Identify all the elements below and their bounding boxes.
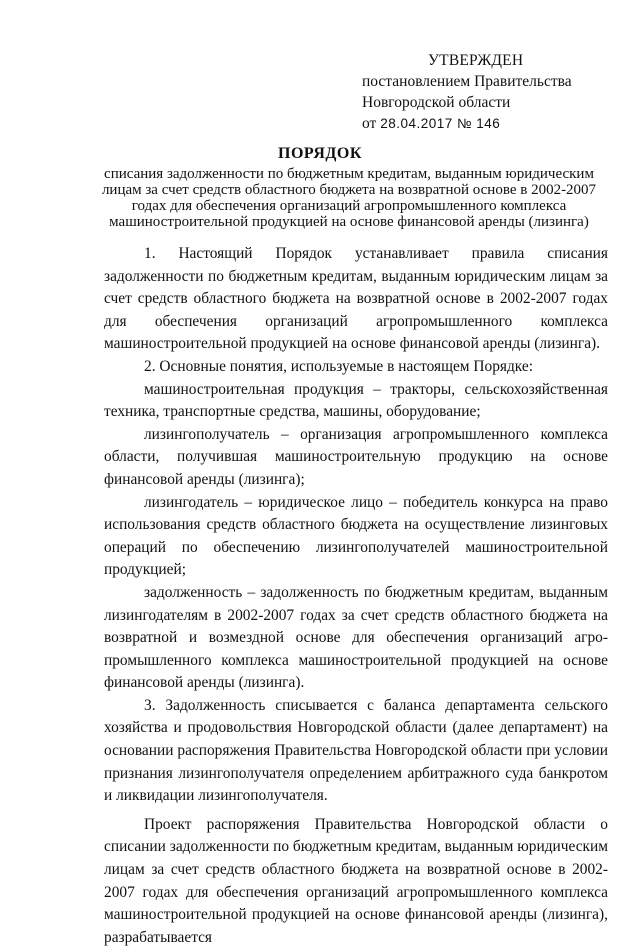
document-subtitle: списания задолженности по бюджетным кредитам, выданным юридическим лицам за счет средств областного бюджета на возвратной основе в 2002-2007 годах для обеспечения организаций агропромышленного комплекса машиностроительной продукцией на основе финансовой аренды (лизинга) [101, 166, 597, 230]
document-title: ПОРЯДОК [278, 145, 362, 162]
paragraph-definition-lessor: лизингодатель – юридическое лицо – победитель конкурса на право использования средств областного бюджета на осуществление лизинговых операций по обеспечению лизингополучателей машиностроительной продукцией; [104, 493, 608, 579]
paragraph-2: 2. Основные понятия, используемые в настоящем Порядке: [144, 357, 534, 375]
approval-line-2: Новгородской области [362, 94, 511, 111]
approval-block [362, 50, 622, 134]
approval-line-1: постановлением Правительства [362, 73, 572, 90]
paragraph-definition-lessee: лизингополучатель – организация агропромышленного комплекса области, получившая машиностроительную продукцию на основе финансовой аренды (лизинга); [104, 425, 608, 488]
approval-date-prefix: от [362, 115, 377, 132]
paragraph-definition-machinery: машиностроительная продукция – тракторы, сельскохозяйственная техника, транспортные средства, машины, оборудование; [104, 380, 608, 421]
document-body [104, 243, 608, 949]
paragraph-3: 3. Задолженность списывается с баланса департамента сельского хозяйства и продовольствия Новгородской области (далее департамент) на основании распоряжения Правительства Новгородской области при условии признания лизингополучателя определением арбитражного суда банкротом и ликвидации лизингополучателя. [104, 696, 608, 805]
approval-date-value: 28.04.2017 № 146 [380, 116, 501, 131]
approval-date-line [362, 113, 622, 134]
paragraph-draft-order: Проект распоряжения Правительства Новгородской области о списании задолженности по бюджетным кредитам, выданным юридическим лицам за счет средств областного бюджета на возвратной основе в 2002-2007 годах для обеспечения организаций агропромышленного комплекса машиностроительной продукцией на основе финансовой аренды (лизинга), разрабатывается [104, 815, 608, 946]
approval-title: УТВЕРЖДЕН [428, 52, 524, 69]
paragraph-1: 1. Настоящий Порядок устанавливает правила списания задолженности по бюджетным кредитам, выданным юридическим лицам за счет средств областного бюджета на возвратной основе в 2002-2007 годах для обеспечения организаций агропромышленного комплекса машиностроительной продукцией на основе финансовой аренды (лизинга). [104, 245, 608, 353]
paragraph-definition-debt: задолженность – задолженность по бюджетным кредитам, выданным лизингодателям в 2002-2007 годах за счет средств областного бюджета на возвратной и возмездной основе для обеспечения организаций агро-промышленного комплекса машиностроительной продукцией на основе финансовой аренды (лизинга). [104, 583, 608, 692]
